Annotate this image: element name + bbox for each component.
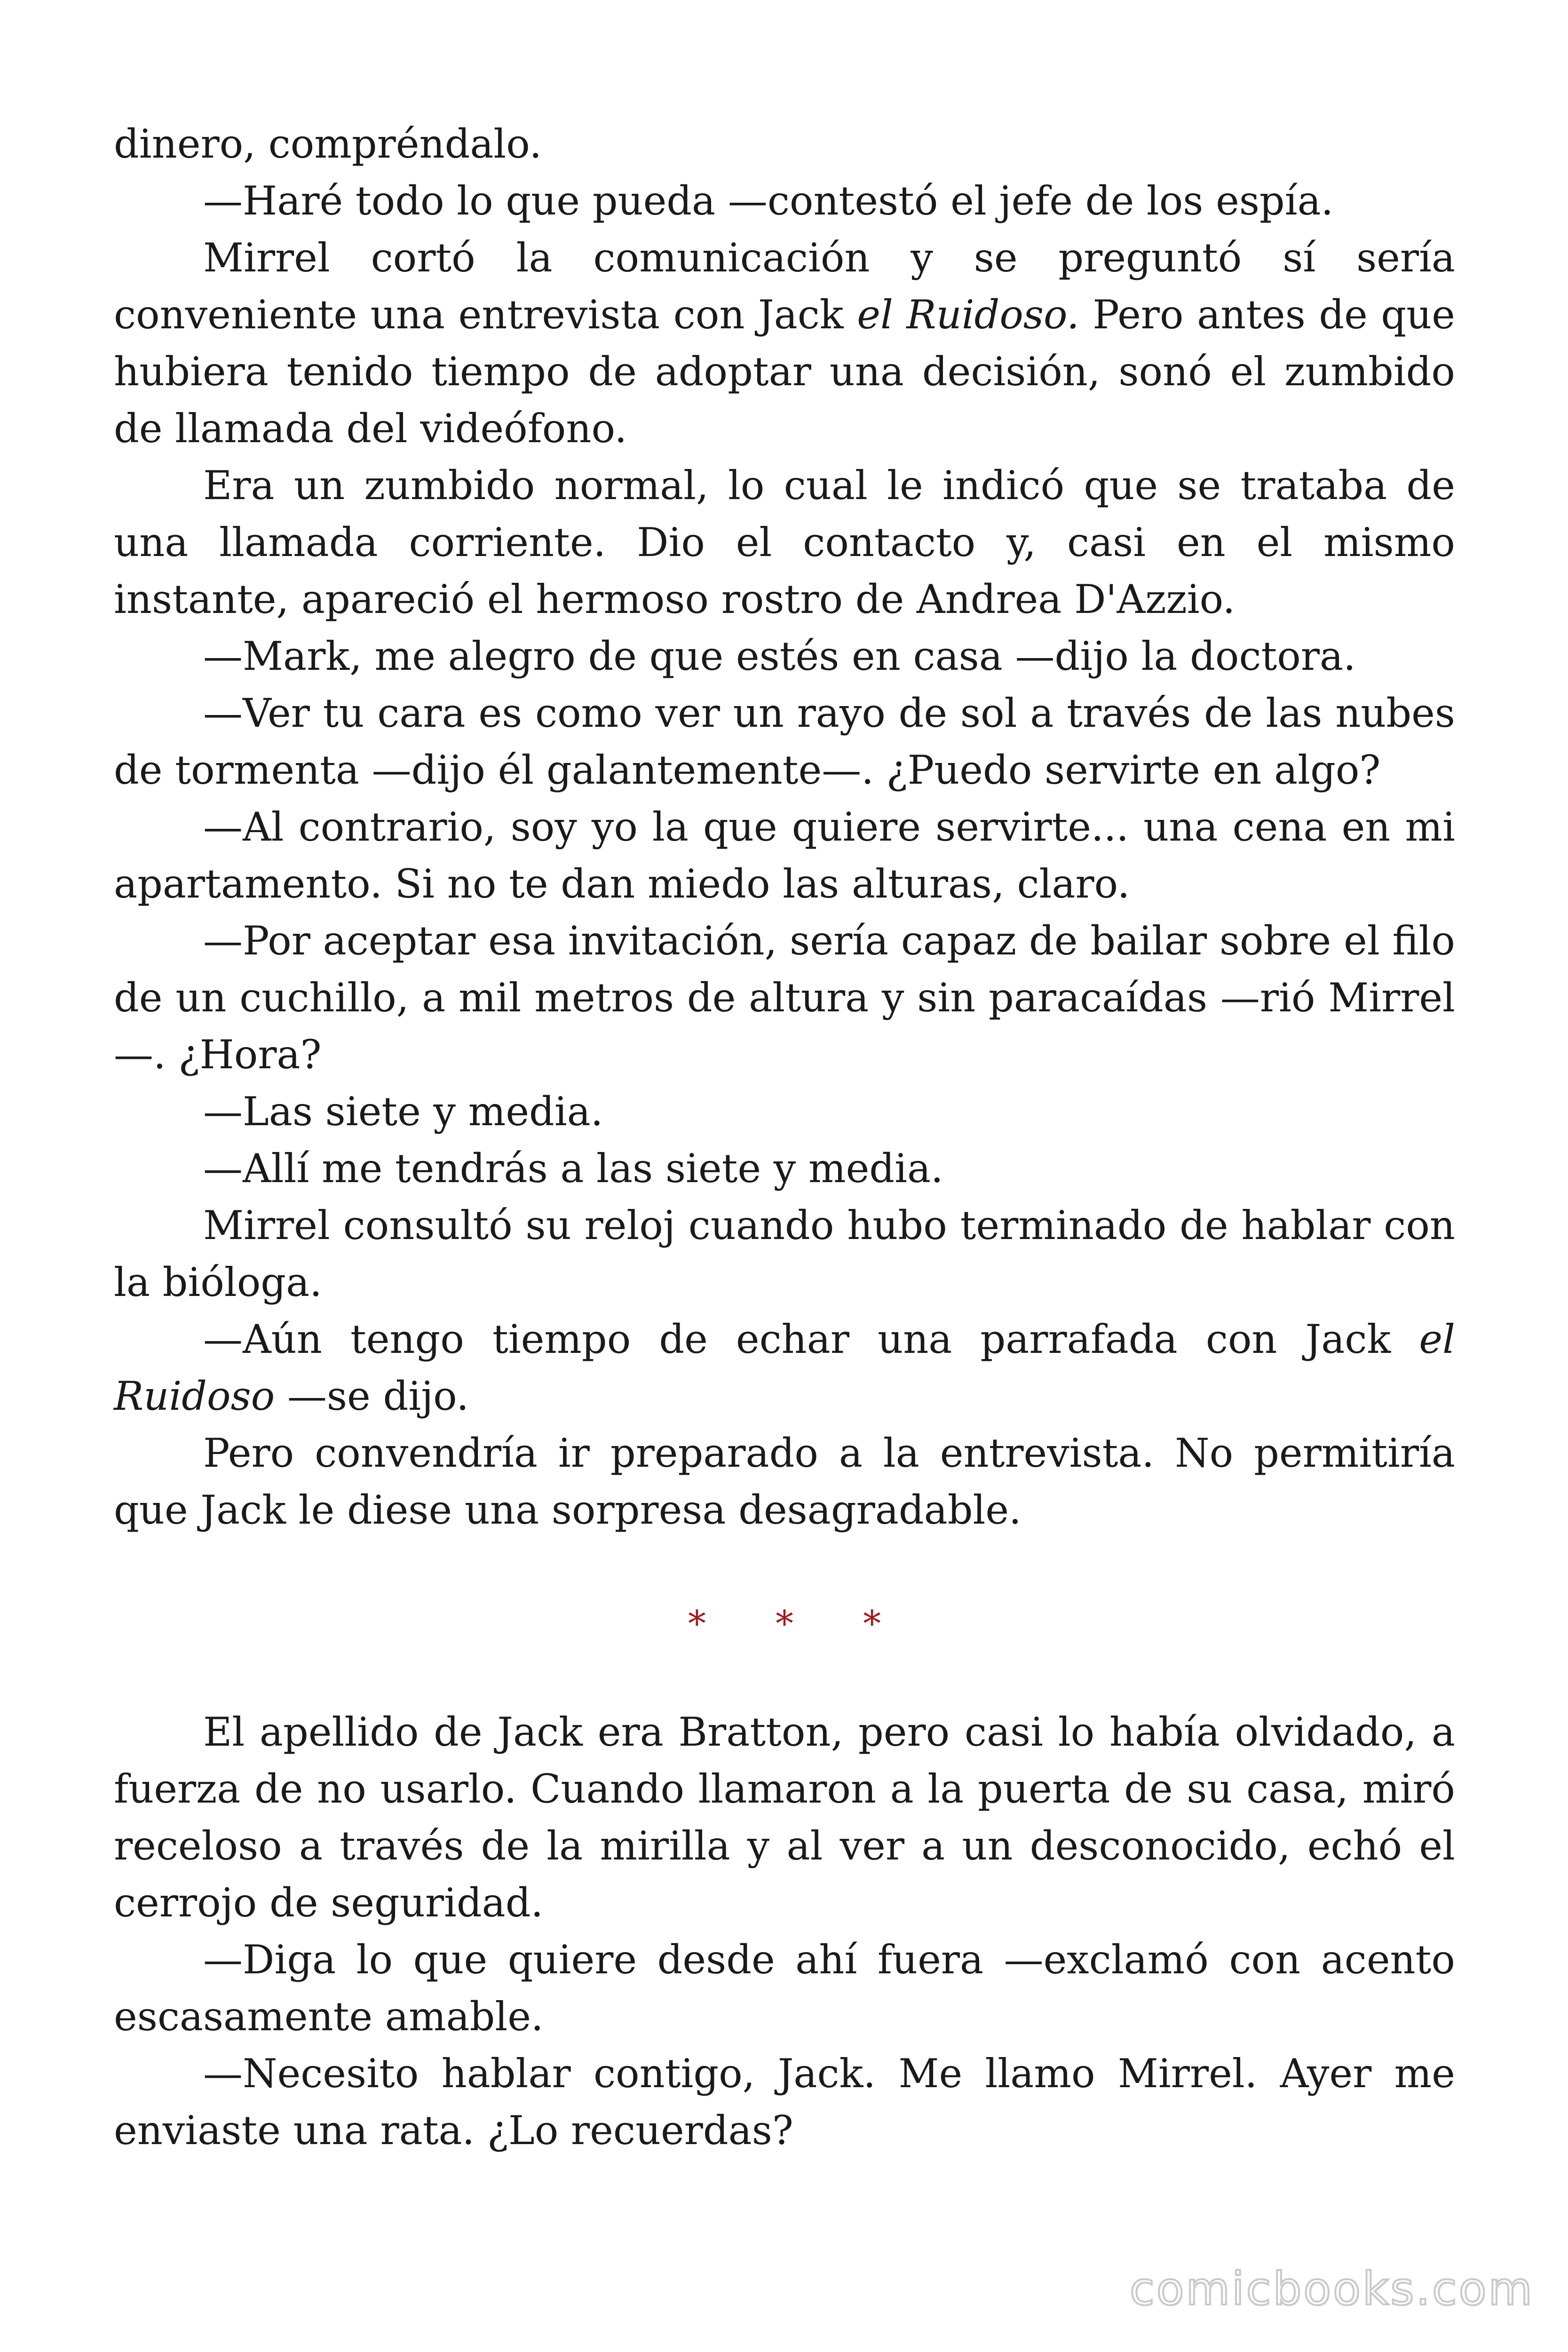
text-run: Mirrel cortó la comunicación y se preguntó sí sería conveniente una entrevista con Jack [114, 235, 1455, 338]
paragraph: dinero, compréndalo. [114, 121, 542, 167]
italic-text: el Ruidoso. [857, 292, 1079, 338]
paragraph [114, 230, 1455, 457]
paragraph: —Las siete y media. [203, 1089, 603, 1135]
scene-separator: * * * [688, 1603, 911, 1645]
text-section-2 [114, 1704, 1455, 2159]
text-run: —se dijo. [275, 1373, 469, 1419]
paragraph: —Mark, me alegro de que estés en casa —dijo la doctora. [203, 633, 1356, 679]
paragraph: Mirrel consultó su reloj cuando hubo terminado de hablar con la bióloga. [114, 1202, 1455, 1305]
book-page [114, 116, 1455, 2159]
paragraph: Era un zumbido normal, lo cual le indicó que se trataba de una llamada corriente. Dio el contacto y, casi en el mismo instante, apareció el hermoso rostro de Andrea D'Azzio. [114, 462, 1455, 622]
text-run: Pero antes de que hubiera tenido tiempo de adoptar una decisión, sonó el zumbido de llamada del videófono. [114, 292, 1455, 452]
paragraph: —Necesito hablar contigo, Jack. Me llamo Mirrel. Ayer me enviaste una rata. ¿Lo recuerdas? [114, 2050, 1455, 2153]
paragraph: —Al contrario, soy yo la que quiere servirte... una cena en mi apartamento. Si no te dan miedo las alturas, claro. [114, 804, 1455, 907]
paragraph: —Haré todo lo que pueda —contestó el jefe de los espía. [203, 178, 1334, 224]
paragraph: —Diga lo que quiere desde ahí fuera —exclamó con acento escasamente amable. [114, 1937, 1455, 2040]
text-section-1 [114, 116, 1455, 1539]
paragraph: El apellido de Jack era Bratton, pero casi lo había olvidado, a fuerza de no usarlo. Cuando llamaron a la puerta de su casa, miró receloso a través de la mirilla y al ver a un desconocido, echó el cerrojo de seguridad. [114, 1709, 1455, 1926]
paragraph [114, 1311, 1455, 1425]
paragraph: —Allí me tendrás a las siete y media. [203, 1145, 943, 1192]
watermark-logo: comicbooks.com [1129, 2263, 1534, 2315]
italic-text: el Ruidoso [114, 1316, 1455, 1419]
paragraph: —Por aceptar esa invitación, sería capaz de bailar sobre el filo de un cuchillo, a mil metros de altura y sin paracaídas —rió Mirrel—. ¿Hora? [114, 918, 1455, 1078]
paragraph: Pero convendría ir preparado a la entrevista. No permitiría que Jack le diese una sorpresa desagradable. [114, 1430, 1455, 1533]
text-run: —Aún tengo tiempo de echar una parrafada con Jack [203, 1316, 1419, 1362]
paragraph: —Ver tu cara es como ver un rayo de sol a través de las nubes de tormenta —dijo él galantemente—. ¿Puedo servirte en algo? [114, 690, 1455, 793]
